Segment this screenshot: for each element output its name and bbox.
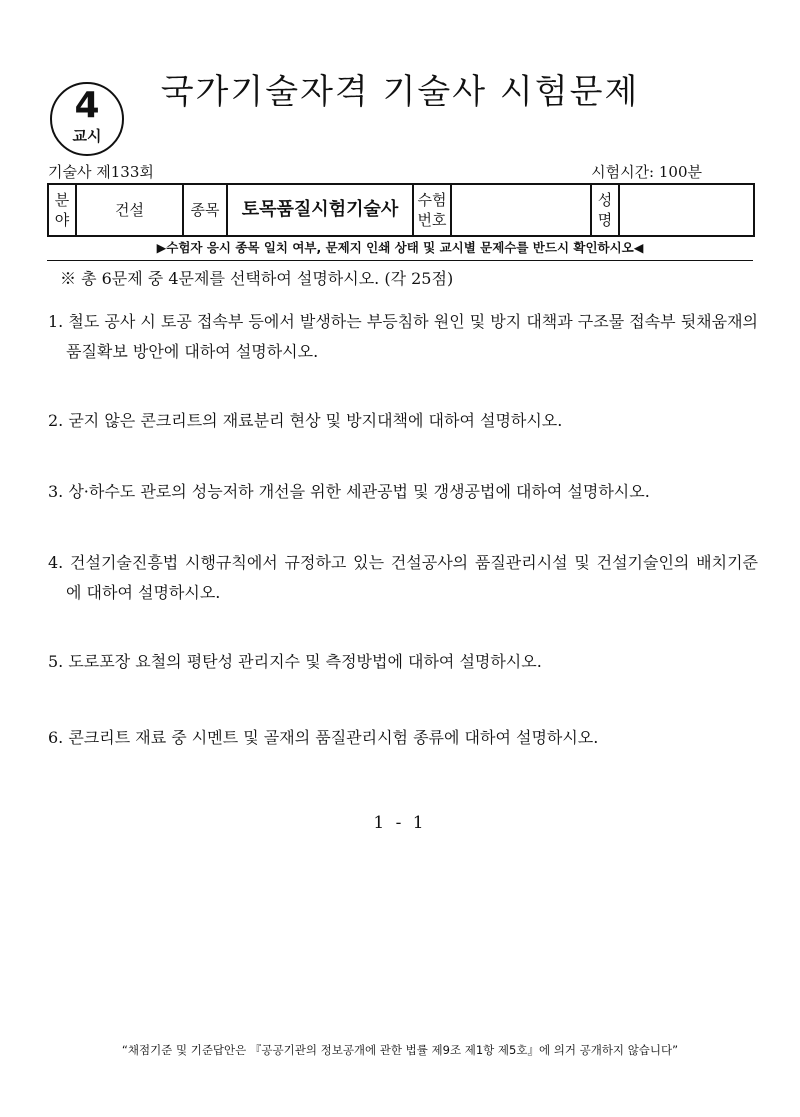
- page-number: 1 - 1: [373, 813, 427, 833]
- question-text: 6. 콘크리트 재료 중 시멘트 및 골재의 품질관리시험 종류에 대하여 설명하시오.: [48, 728, 599, 747]
- period-badge: [50, 82, 124, 156]
- question-1: [48, 307, 758, 367]
- question-text: 4. 건설기술진흥법 시행규칙에서 규정하고 있는 건설공사의 품질관리시설 및 건설기술인의 배치기준에 대하여 설명하시오.: [48, 553, 758, 602]
- exam-number-field[interactable]: [451, 184, 591, 236]
- question-4: [48, 548, 758, 608]
- question-text: 1. 철도 공사 시 토공 접속부 등에서 발생하는 부등침하 원인 및 방지 대책과 구조물 접속부 뒷채움재의 품질확보 방안에 대하여 설명하시오.: [48, 312, 758, 361]
- type-value: 토목품질시험기술사: [227, 184, 413, 236]
- field-value: 건설: [76, 184, 183, 236]
- name-field[interactable]: [619, 184, 754, 236]
- exam-round: 기술사 제133회: [48, 163, 154, 181]
- question-2: [48, 406, 758, 436]
- notice-text: ▶수험자 응시 종목 일치 여부, 문제지 인쇄 상태 및 교시별 문제수를 반드시 확인하시오◀: [156, 240, 644, 255]
- question-5: [48, 647, 758, 677]
- question-6: [48, 723, 758, 753]
- type-label: 종목: [183, 184, 227, 236]
- field-label: 분 야: [48, 184, 76, 236]
- exam-number-label: 수험 번호: [413, 184, 451, 236]
- period-label: 교시: [72, 127, 102, 145]
- question-text: 5. 도로포장 요철의 평탄성 관리지수 및 측정방법에 대하여 설명하시오.: [48, 652, 542, 671]
- name-label: 성 명: [591, 184, 619, 236]
- exam-info-table: [47, 183, 755, 237]
- exam-time: 시험시간: 100분: [591, 163, 702, 181]
- page-title: 국가기술자격 기술사 시험문제: [160, 72, 640, 112]
- question-text: 3. 상·하수도 관로의 성능저하 개선을 위한 세관공법 및 갱생공법에 대하여 설명하시오.: [48, 482, 650, 501]
- footer-note: “채점기준 및 기준답안은 『공공기관의 정보공개에 관한 법률 제9조 제1항 제5호』에 의거 공개하지 않습니다”: [121, 1043, 679, 1057]
- question-3: [48, 477, 758, 507]
- question-text: 2. 굳지 않은 콘크리트의 재료분리 현상 및 방지대책에 대하여 설명하시오.: [48, 411, 563, 430]
- period-number: 4: [74, 85, 100, 126]
- divider: [47, 260, 753, 261]
- instruction-text: ※ 총 6문제 중 4문제를 선택하여 설명하시오. (각 25점): [60, 269, 454, 288]
